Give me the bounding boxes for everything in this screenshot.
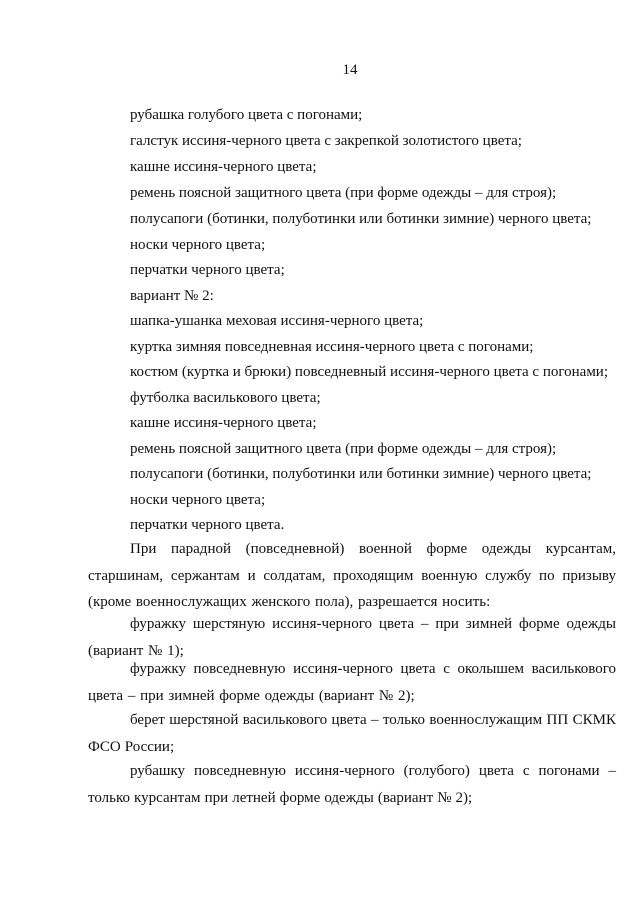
list-item: ремень поясной защитного цвета (при форме одежды – для строя); bbox=[130, 441, 557, 457]
list-item: перчатки черного цвета. bbox=[130, 517, 285, 533]
list-item: костюм (куртка и брюки) повседневный иссиня-черного цвета с погонами; bbox=[130, 364, 609, 380]
paragraph: рубашку повседневную иссиня-черного (голубого) цвета с погонами – только курсантам при летней форме одежды (вариант № 2); bbox=[88, 763, 616, 806]
list-item: рубашка голубого цвета с погонами; bbox=[130, 107, 363, 123]
list-item: куртка зимняя повседневная иссиня-черного цвета с погонами; bbox=[130, 339, 534, 355]
list-item: полусапоги (ботинки, полуботинки или ботинки зимние) черного цвета; bbox=[130, 466, 592, 482]
paragraph: берет шерстяной василькового цвета – только военнослужащим ПП СКМК ФСО России; bbox=[88, 712, 616, 755]
list-item: кашне иссиня-черного цвета; bbox=[130, 415, 317, 431]
list-item: носки черного цвета; bbox=[130, 492, 266, 508]
page-number: 14 bbox=[342, 62, 358, 78]
list-item: полусапоги (ботинки, полуботинки или ботинки зимние) черного цвета; bbox=[130, 211, 592, 227]
list-item: ремень поясной защитного цвета (при форме одежды – для строя); bbox=[130, 185, 557, 201]
paragraph: фуражку повседневную иссиня-черного цвета с околышем василькового цвета – при зимней форме одежды (вариант № 2); bbox=[88, 661, 616, 704]
paragraph: При парадной (повседневной) военной форме одежды курсантам, старшинам, сержантам и солдатам, проходящим военную службу по призыву (кроме военнослужащих женского пола), разрешается носить: bbox=[88, 541, 616, 610]
list-item: галстук иссиня-черного цвета с закрепкой золотистого цвета; bbox=[130, 133, 522, 149]
list-item: вариант № 2: bbox=[130, 288, 214, 304]
list-item: носки черного цвета; bbox=[130, 237, 266, 253]
list-item: шапка-ушанка меховая иссиня-черного цвета; bbox=[130, 313, 424, 329]
paragraph: фуражку шерстяную иссиня-черного цвета – при зимней форме одежды (вариант № 1); bbox=[88, 616, 616, 659]
list-item: футболка василькового цвета; bbox=[130, 390, 321, 406]
list-item: перчатки черного цвета; bbox=[130, 262, 285, 278]
list-item: кашне иссиня-черного цвета; bbox=[130, 159, 317, 175]
